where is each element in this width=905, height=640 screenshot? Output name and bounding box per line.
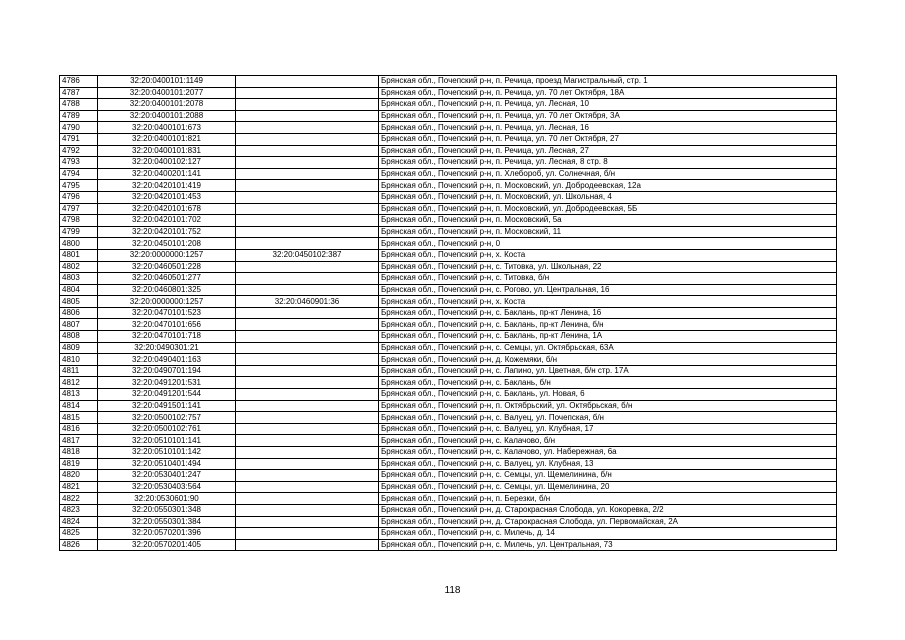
page-number: 118 [444, 585, 461, 596]
row-number-cell: 4788 [60, 99, 98, 111]
secondary-cadastral-cell [236, 133, 379, 145]
secondary-cadastral-cell [236, 481, 379, 493]
cadastral-number-cell: 32:20:0570201:405 [98, 539, 236, 551]
cadastral-number-cell: 32:20:0491501:141 [98, 400, 236, 412]
row-number-cell: 4795 [60, 180, 98, 192]
table-row [60, 400, 837, 412]
secondary-cadastral-cell [236, 504, 379, 516]
cadastral-number-cell: 32:20:0400101:673 [98, 122, 236, 134]
row-number-cell: 4821 [60, 481, 98, 493]
row-number-cell: 4812 [60, 377, 98, 389]
table-row [60, 307, 837, 319]
cadastral-number-cell: 32:20:0530601:90 [98, 493, 236, 505]
table-row [60, 389, 837, 401]
cadastral-number-cell: 32:20:0420101:419 [98, 180, 236, 192]
row-number-cell: 4814 [60, 400, 98, 412]
cadastral-number-cell: 32:20:0400101:2078 [98, 99, 236, 111]
address-cell: Брянская обл., Почепский р-н, с. Валуец, ул. Клубная, 17 [379, 423, 837, 435]
address-cell: Брянская обл., Почепский р-н, 0 [379, 238, 837, 250]
cadastral-number-cell: 32:20:0510101:142 [98, 447, 236, 459]
address-cell: Брянская обл., Почепский р-н, с. Милечь, д. 14 [379, 528, 837, 540]
secondary-cadastral-cell [236, 122, 379, 134]
secondary-cadastral-cell [236, 389, 379, 401]
address-cell: Брянская обл., Почепский р-н, с. Титовка, б/н [379, 273, 837, 285]
secondary-cadastral-cell [236, 87, 379, 99]
row-number-cell: 4818 [60, 447, 98, 459]
secondary-cadastral-cell [236, 99, 379, 111]
cadastral-number-cell: 32:20:0000000:1257 [98, 249, 236, 261]
cadastral-number-cell: 32:20:0000000:1257 [98, 296, 236, 308]
row-number-cell: 4809 [60, 342, 98, 354]
row-number-cell: 4786 [60, 76, 98, 88]
secondary-cadastral-cell [236, 539, 379, 551]
cadastral-number-cell: 32:20:0460801:325 [98, 284, 236, 296]
secondary-cadastral-cell [236, 180, 379, 192]
cadastral-number-cell: 32:20:0530401:247 [98, 470, 236, 482]
address-cell: Брянская обл., Почепский р-н, с. Титовка, ул. Школьная, 22 [379, 261, 837, 273]
row-number-cell: 4794 [60, 168, 98, 180]
table-row [60, 493, 837, 505]
address-cell: Брянская обл., Почепский р-н, п. Речица, ул. Лесная, 16 [379, 122, 837, 134]
secondary-cadastral-cell [236, 307, 379, 319]
table-row [60, 238, 837, 250]
table-row [60, 365, 837, 377]
secondary-cadastral-cell [236, 354, 379, 366]
table-row [60, 342, 837, 354]
table-row [60, 87, 837, 99]
cadastral-number-cell: 32:20:0550301:384 [98, 516, 236, 528]
row-number-cell: 4796 [60, 191, 98, 203]
address-cell: Брянская обл., Почепский р-н, п. Речица, ул. 70 лет Октября, 27 [379, 133, 837, 145]
row-number-cell: 4823 [60, 504, 98, 516]
address-cell: Брянская обл., Почепский р-н, с. Семцы, ул. Щемелинина, б/н [379, 470, 837, 482]
address-cell: Брянская обл., Почепский р-н, п. Московский, 11 [379, 226, 837, 238]
address-cell: Брянская обл., Почепский р-н, с. Калачово, б/н [379, 435, 837, 447]
secondary-cadastral-cell [236, 284, 379, 296]
row-number-cell: 4806 [60, 307, 98, 319]
address-cell: Брянская обл., Почепский р-н, п. Речица, проезд Магистральный, стр. 1 [379, 76, 837, 88]
address-cell: Брянская обл., Почепский р-н, с. Семцы, ул. Щемелинина, 20 [379, 481, 837, 493]
address-cell: Брянская обл., Почепский р-н, п. Речица, ул. Лесная, 8 стр. 8 [379, 157, 837, 169]
cadastral-number-cell: 32:20:0510101:141 [98, 435, 236, 447]
secondary-cadastral-cell [236, 516, 379, 528]
cadastral-number-cell: 32:20:0420101:702 [98, 215, 236, 227]
secondary-cadastral-cell [236, 342, 379, 354]
cadastral-number-cell: 32:20:0400101:1149 [98, 76, 236, 88]
table-row [60, 447, 837, 459]
secondary-cadastral-cell [236, 528, 379, 540]
cadastral-number-cell: 32:20:0550301:348 [98, 504, 236, 516]
secondary-cadastral-cell [236, 423, 379, 435]
table-row [60, 157, 837, 169]
row-number-cell: 4799 [60, 226, 98, 238]
row-number-cell: 4815 [60, 412, 98, 424]
secondary-cadastral-cell [236, 458, 379, 470]
address-cell: Брянская обл., Почепский р-н, с. Калачово, ул. Набережная, 6а [379, 447, 837, 459]
secondary-cadastral-cell [236, 110, 379, 122]
secondary-cadastral-cell [236, 447, 379, 459]
table-row [60, 516, 837, 528]
cadastral-number-cell: 32:20:0470101:656 [98, 319, 236, 331]
row-number-cell: 4826 [60, 539, 98, 551]
address-cell: Брянская обл., Почепский р-н, д. Старокрасная Слобода, ул. Первомайская, 2А [379, 516, 837, 528]
row-number-cell: 4820 [60, 470, 98, 482]
row-number-cell: 4802 [60, 261, 98, 273]
table-row [60, 331, 837, 343]
row-number-cell: 4793 [60, 157, 98, 169]
secondary-cadastral-cell [236, 435, 379, 447]
address-cell: Брянская обл., Почепский р-н, п. Речица, ул. Лесная, 10 [379, 99, 837, 111]
row-number-cell: 4801 [60, 249, 98, 261]
cadastral-number-cell: 32:20:0400101:2088 [98, 110, 236, 122]
secondary-cadastral-cell [236, 145, 379, 157]
table-row [60, 539, 837, 551]
table-row [60, 319, 837, 331]
table-row [60, 423, 837, 435]
cadastral-number-cell: 32:20:0490701:194 [98, 365, 236, 377]
address-cell: Брянская обл., Почепский р-н, п. Московский, ул. Школьная, 4 [379, 191, 837, 203]
cadastral-number-cell: 32:20:0500102:757 [98, 412, 236, 424]
cadastral-number-cell: 32:20:0510401:494 [98, 458, 236, 470]
table-row [60, 470, 837, 482]
address-cell: Брянская обл., Почепский р-н, д. Кожемяки, б/н [379, 354, 837, 366]
table-row [60, 215, 837, 227]
secondary-cadastral-cell [236, 157, 379, 169]
table-row [60, 296, 837, 308]
row-number-cell: 4792 [60, 145, 98, 157]
row-number-cell: 4803 [60, 273, 98, 285]
secondary-cadastral-cell [236, 365, 379, 377]
address-cell: Брянская обл., Почепский р-н, х. Коста [379, 249, 837, 261]
cadastral-number-cell: 32:20:0491201:531 [98, 377, 236, 389]
secondary-cadastral-cell: 32:20:0460901:36 [236, 296, 379, 308]
row-number-cell: 4805 [60, 296, 98, 308]
secondary-cadastral-cell [236, 191, 379, 203]
row-number-cell: 4810 [60, 354, 98, 366]
table-row [60, 122, 837, 134]
cadastral-number-cell: 32:20:0400201:141 [98, 168, 236, 180]
cadastral-number-cell: 32:20:0470101:718 [98, 331, 236, 343]
cadastral-number-cell: 32:20:0420101:453 [98, 191, 236, 203]
cadastral-number-cell: 32:20:0530403:564 [98, 481, 236, 493]
table-row [60, 528, 837, 540]
table-row [60, 261, 837, 273]
cadastral-number-cell: 32:20:0400101:831 [98, 145, 236, 157]
row-number-cell: 4790 [60, 122, 98, 134]
cadastral-number-cell: 32:20:0500102:761 [98, 423, 236, 435]
table-row [60, 203, 837, 215]
secondary-cadastral-cell [236, 377, 379, 389]
row-number-cell: 4800 [60, 238, 98, 250]
address-cell: Брянская обл., Почепский р-н, с. Рогово, ул. Центральная, 16 [379, 284, 837, 296]
cadastral-number-cell: 32:20:0420101:752 [98, 226, 236, 238]
cadastral-number-cell: 32:20:0470101:523 [98, 307, 236, 319]
cadastral-number-cell: 32:20:0491201:544 [98, 389, 236, 401]
secondary-cadastral-cell [236, 238, 379, 250]
table-row [60, 180, 837, 192]
secondary-cadastral-cell [236, 273, 379, 285]
table-row [60, 354, 837, 366]
address-cell: Брянская обл., Почепский р-н, п. Октябрьский, ул. Октябрьская, б/н [379, 400, 837, 412]
row-number-cell: 4825 [60, 528, 98, 540]
registry-table-body [60, 76, 837, 551]
cadastral-number-cell: 32:20:0460501:228 [98, 261, 236, 273]
secondary-cadastral-cell [236, 319, 379, 331]
row-number-cell: 4789 [60, 110, 98, 122]
secondary-cadastral-cell [236, 168, 379, 180]
property-registry-table [59, 75, 837, 551]
table-row [60, 99, 837, 111]
row-number-cell: 4797 [60, 203, 98, 215]
cadastral-number-cell: 32:20:0420101:678 [98, 203, 236, 215]
address-cell: Брянская обл., Почепский р-н, с. Баклань, пр-кт Ленина, б/н [379, 319, 837, 331]
row-number-cell: 4787 [60, 87, 98, 99]
table-row [60, 504, 837, 516]
row-number-cell: 4791 [60, 133, 98, 145]
cadastral-number-cell: 32:20:0490301:21 [98, 342, 236, 354]
table-row [60, 377, 837, 389]
address-cell: Брянская обл., Почепский р-н, п. Московский, 5а [379, 215, 837, 227]
secondary-cadastral-cell [236, 470, 379, 482]
secondary-cadastral-cell [236, 493, 379, 505]
table-row [60, 168, 837, 180]
address-cell: Брянская обл., Почепский р-н, с. Семцы, ул. Октябрьская, 63А [379, 342, 837, 354]
table-row [60, 273, 837, 285]
table-row [60, 226, 837, 238]
secondary-cadastral-cell [236, 215, 379, 227]
table-row [60, 481, 837, 493]
address-cell: Брянская обл., Почепский р-н, п. Березки, б/н [379, 493, 837, 505]
secondary-cadastral-cell: 32:20:0450102:387 [236, 249, 379, 261]
table-row [60, 110, 837, 122]
address-cell: Брянская обл., Почепский р-н, с. Баклань, пр-кт Ленина, 1А [379, 331, 837, 343]
secondary-cadastral-cell [236, 261, 379, 273]
address-cell: Брянская обл., Почепский р-н, х. Коста [379, 296, 837, 308]
table-row [60, 249, 837, 261]
row-number-cell: 4817 [60, 435, 98, 447]
row-number-cell: 4808 [60, 331, 98, 343]
address-cell: Брянская обл., Почепский р-н, п. Речица, ул. Лесная, 27 [379, 145, 837, 157]
row-number-cell: 4822 [60, 493, 98, 505]
cadastral-number-cell: 32:20:0450101:208 [98, 238, 236, 250]
address-cell: Брянская обл., Почепский р-н, п. Хлебороб, ул. Солнечная, б/н [379, 168, 837, 180]
address-cell: Брянская обл., Почепский р-н, с. Баклань, ул. Новая, 6 [379, 389, 837, 401]
secondary-cadastral-cell [236, 400, 379, 412]
secondary-cadastral-cell [236, 203, 379, 215]
table-row [60, 284, 837, 296]
address-cell: Брянская обл., Почепский р-н, с. Милечь, ул. Центральная, 73 [379, 539, 837, 551]
address-cell: Брянская обл., Почепский р-н, с. Валуец, ул. Клубная, 13 [379, 458, 837, 470]
address-cell: Брянская обл., Почепский р-н, п. Московский, ул. Добродеевская, 5Б [379, 203, 837, 215]
row-number-cell: 4824 [60, 516, 98, 528]
address-cell: Брянская обл., Почепский р-н, д. Старокрасная Слобода, ул. Кокоревка, 2/2 [379, 504, 837, 516]
table-row [60, 76, 837, 88]
secondary-cadastral-cell [236, 76, 379, 88]
address-cell: Брянская обл., Почепский р-н, с. Валуец, ул. Почепская, б/н [379, 412, 837, 424]
table-row [60, 435, 837, 447]
address-cell: Брянская обл., Почепский р-н, с. Баклань, пр-кт Ленина, 16 [379, 307, 837, 319]
secondary-cadastral-cell [236, 226, 379, 238]
cadastral-number-cell: 32:20:0490401:163 [98, 354, 236, 366]
row-number-cell: 4813 [60, 389, 98, 401]
address-cell: Брянская обл., Почепский р-н, п. Речица, ул. 70 лет Октября, 18А [379, 87, 837, 99]
cadastral-number-cell: 32:20:0570201:396 [98, 528, 236, 540]
address-cell: Брянская обл., Почепский р-н, п. Московский, ул. Добродеевская, 12а [379, 180, 837, 192]
cadastral-number-cell: 32:20:0400101:821 [98, 133, 236, 145]
secondary-cadastral-cell [236, 412, 379, 424]
table-row [60, 191, 837, 203]
row-number-cell: 4816 [60, 423, 98, 435]
address-cell: Брянская обл., Почепский р-н, с. Баклань, б/н [379, 377, 837, 389]
secondary-cadastral-cell [236, 331, 379, 343]
row-number-cell: 4804 [60, 284, 98, 296]
row-number-cell: 4807 [60, 319, 98, 331]
cadastral-number-cell: 32:20:0400102:127 [98, 157, 236, 169]
row-number-cell: 4798 [60, 215, 98, 227]
address-cell: Брянская обл., Почепский р-н, с. Лапино, ул. Цветная, б/н стр. 17А [379, 365, 837, 377]
cadastral-number-cell: 32:20:0400101:2077 [98, 87, 236, 99]
row-number-cell: 4819 [60, 458, 98, 470]
row-number-cell: 4811 [60, 365, 98, 377]
table-row [60, 412, 837, 424]
table-row [60, 145, 837, 157]
table-row [60, 458, 837, 470]
table-row [60, 133, 837, 145]
cadastral-number-cell: 32:20:0460501:277 [98, 273, 236, 285]
address-cell: Брянская обл., Почепский р-н, п. Речица, ул. 70 лет Октября, 3А [379, 110, 837, 122]
